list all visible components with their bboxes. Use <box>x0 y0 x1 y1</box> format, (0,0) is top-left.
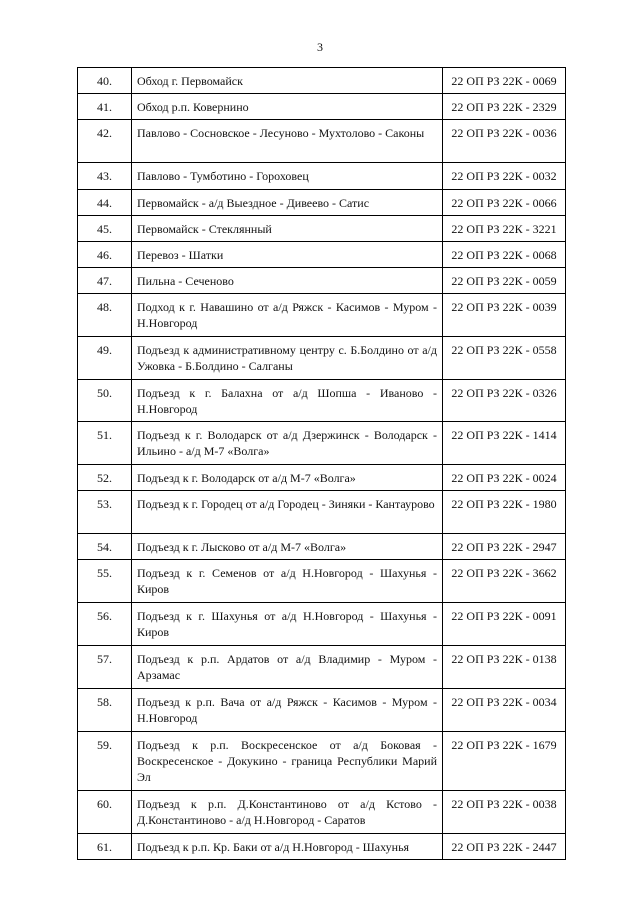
road-code: 22 ОП РЗ 22К - 0069 <box>443 68 566 94</box>
roads-table <box>77 67 566 860</box>
road-code: 22 ОП РЗ 22К - 0059 <box>443 268 566 294</box>
road-code: 22 ОП РЗ 22К - 3662 <box>443 560 566 603</box>
road-code: 22 ОП РЗ 22К - 2329 <box>443 94 566 120</box>
road-code: 22 ОП РЗ 22К - 0138 <box>443 646 566 689</box>
table-row <box>78 646 566 689</box>
table-row <box>78 491 566 534</box>
row-number: 54. <box>78 534 132 560</box>
row-number: 55. <box>78 560 132 603</box>
row-number: 59. <box>78 732 132 791</box>
road-name: Обход г. Первомайск <box>132 68 443 94</box>
table-row <box>78 94 566 120</box>
road-name: Подъезд к г. Лысково от а/д М-7 «Волга» <box>132 534 443 560</box>
table-row <box>78 732 566 791</box>
row-number: 49. <box>78 337 132 380</box>
road-name: Первомайск - а/д Выездное - Дивеево - Сатис <box>132 190 443 216</box>
road-name: Подъезд к р.п. Вача от а/д Ряжск - Касимов - Муром - Н.Новгород <box>132 689 443 732</box>
road-code: 22 ОП РЗ 22К - 0068 <box>443 242 566 268</box>
road-code: 22 ОП РЗ 22К - 0091 <box>443 603 566 646</box>
road-code: 22 ОП РЗ 22К - 2447 <box>443 834 566 860</box>
table-row <box>78 68 566 94</box>
road-code: 22 ОП РЗ 22К - 0039 <box>443 294 566 337</box>
road-code: 22 ОП РЗ 22К - 0558 <box>443 337 566 380</box>
row-number: 58. <box>78 689 132 732</box>
row-number: 51. <box>78 422 132 465</box>
road-name: Подъезд к р.п. Д.Константиново от а/д Кстово - Д.Константиново - а/д Н.Новгород - Саратов <box>132 791 443 834</box>
road-name: Подход к г. Навашино от а/д Ряжск - Касимов - Муром - Н.Новгород <box>132 294 443 337</box>
road-code: 22 ОП РЗ 22К - 1980 <box>443 491 566 534</box>
row-number: 46. <box>78 242 132 268</box>
road-name: Павлово - Сосновское - Лесуново - Мухтолово - Саконы <box>132 120 443 163</box>
table-row <box>78 534 566 560</box>
row-number: 52. <box>78 465 132 491</box>
table-row <box>78 190 566 216</box>
road-name: Подъезд к г. Балахна от а/д Шопша - Иваново - Н.Новгород <box>132 380 443 422</box>
road-name: Подъезд к р.п. Воскресенское от а/д Боковая - Воскресенское - Докукино - граница Республики Марий Эл <box>132 732 443 791</box>
road-name: Подъезд к г. Володарск от а/д М-7 «Волга» <box>132 465 443 491</box>
row-number: 40. <box>78 68 132 94</box>
table-row <box>78 465 566 491</box>
row-number: 50. <box>78 380 132 422</box>
road-name: Пильна - Сеченово <box>132 268 443 294</box>
road-name: Павлово - Тумботино - Гороховец <box>132 163 443 190</box>
row-number: 48. <box>78 294 132 337</box>
road-code: 22 ОП РЗ 22К - 0326 <box>443 380 566 422</box>
row-number: 44. <box>78 190 132 216</box>
row-number: 53. <box>78 491 132 534</box>
table-row <box>78 268 566 294</box>
table-row <box>78 216 566 242</box>
road-name: Подъезд к г. Городец от а/д Городец - Зиняки - Кантаурово <box>132 491 443 534</box>
row-number: 43. <box>78 163 132 190</box>
road-name: Подъезд к г. Шахунья от а/д Н.Новгород - Шахунья - Киров <box>132 603 443 646</box>
row-number: 61. <box>78 834 132 860</box>
table-row <box>78 120 566 163</box>
road-name: Подъезд к г. Семенов от а/д Н.Новгород - Шахунья - Киров <box>132 560 443 603</box>
road-name: Первомайск - Стеклянный <box>132 216 443 242</box>
road-code: 22 ОП РЗ 22К - 0036 <box>443 120 566 163</box>
road-code: 22 ОП РЗ 22К - 0034 <box>443 689 566 732</box>
table-row <box>78 294 566 337</box>
road-name: Подъезд к г. Володарск от а/д Дзержинск - Володарск - Ильино - а/д М-7 «Волга» <box>132 422 443 465</box>
table-row <box>78 560 566 603</box>
table-row <box>78 242 566 268</box>
row-number: 42. <box>78 120 132 163</box>
road-code: 22 ОП РЗ 22К - 2947 <box>443 534 566 560</box>
road-code: 22 ОП РЗ 22К - 1679 <box>443 732 566 791</box>
table-row <box>78 603 566 646</box>
road-name: Подъезд к административному центру с. Б.Болдино от а/д Ужовка - Б.Болдино - Салганы <box>132 337 443 380</box>
road-code: 22 ОП РЗ 22К - 0066 <box>443 190 566 216</box>
table-row <box>78 422 566 465</box>
road-code: 22 ОП РЗ 22К - 3221 <box>443 216 566 242</box>
row-number: 57. <box>78 646 132 689</box>
table-row <box>78 337 566 380</box>
table-row <box>78 380 566 422</box>
road-code: 22 ОП РЗ 22К - 0032 <box>443 163 566 190</box>
road-code: 22 ОП РЗ 22К - 0024 <box>443 465 566 491</box>
road-name: Подъезд к р.п. Ардатов от а/д Владимир - Муром - Арзамас <box>132 646 443 689</box>
row-number: 56. <box>78 603 132 646</box>
table-row <box>78 689 566 732</box>
table-row <box>78 834 566 860</box>
row-number: 45. <box>78 216 132 242</box>
table-row <box>78 791 566 834</box>
row-number: 60. <box>78 791 132 834</box>
page-number: 3 <box>317 40 323 54</box>
road-name: Обход р.п. Ковернино <box>132 94 443 120</box>
road-code: 22 ОП РЗ 22К - 1414 <box>443 422 566 465</box>
row-number: 47. <box>78 268 132 294</box>
row-number: 41. <box>78 94 132 120</box>
road-code: 22 ОП РЗ 22К - 0038 <box>443 791 566 834</box>
road-name: Перевоз - Шатки <box>132 242 443 268</box>
table-row <box>78 163 566 190</box>
road-name: Подъезд к р.п. Кр. Баки от а/д Н.Новгород - Шахунья <box>132 834 443 860</box>
roads-table-body <box>78 68 566 860</box>
